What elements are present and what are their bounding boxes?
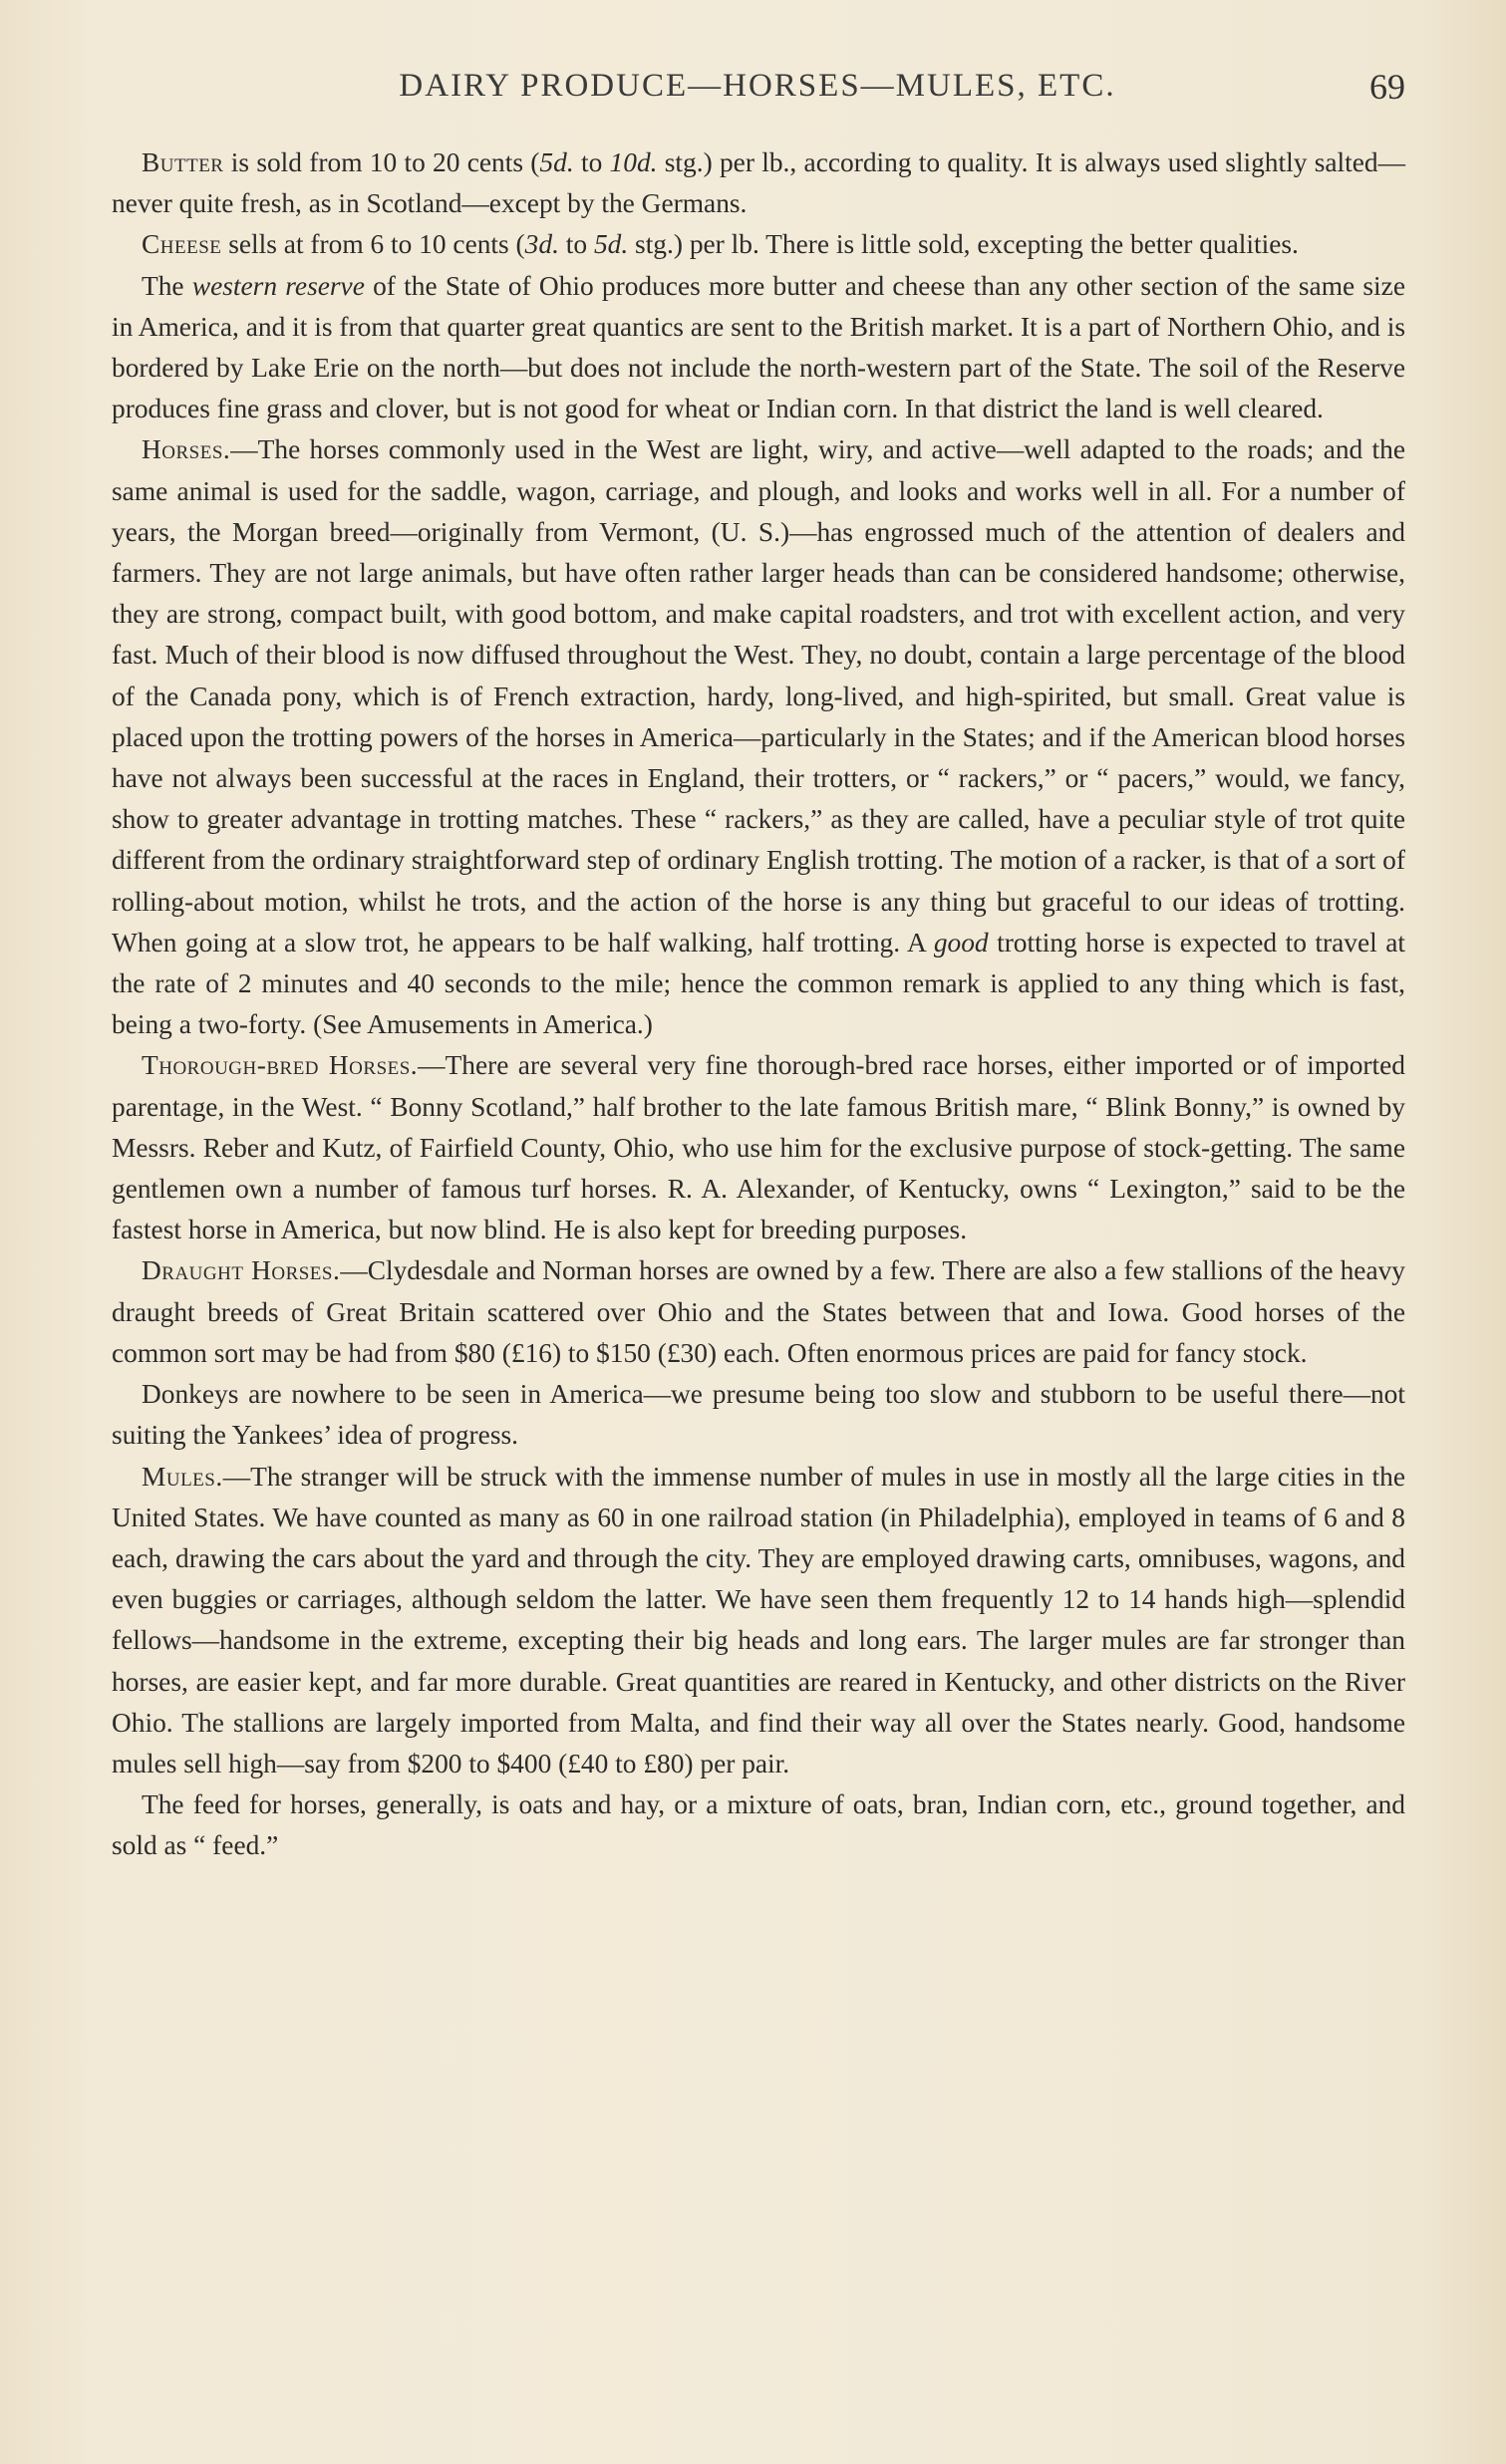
section-heading: Draught Horses. (142, 1255, 341, 1286)
paragraph-western-reserve (112, 266, 1405, 430)
text-run: to (558, 229, 594, 260)
italic-text: good (933, 927, 989, 958)
text-run: stg.) per lb. There is little sold, excepting the better qualities. (628, 229, 1299, 260)
text-run: The feed for horses, generally, is oats and hay, or a mixture of oats, bran, Indian corn, etc., ground together, and sold as “ feed.” (112, 1789, 1405, 1861)
text-run: stg.) per lb., according to quality. It is always used slightly salted—never quite fresh, as in Scotland—except by the Germans. (112, 147, 1405, 219)
paragraph-butter (112, 142, 1405, 224)
text-run: of the State of Ohio produces more butter and cheese than any other section of the same size in America, and it is from that quarter great quantics are sent to the British market. It is a part of Northern Ohio, and is bordered by Lake Erie on the north—but does not include the north-western part of the State. The soil of the Reserve produces fine grass and clover, but is not good for wheat or Indian corn. In that district the land is well cleared. (112, 270, 1405, 424)
text-run: sells at from 6 to 10 cents ( (221, 229, 525, 260)
page-number: 69 (1369, 67, 1405, 107)
italic-text: 10d. (609, 147, 658, 177)
italic-text: 5d. (539, 147, 574, 177)
text-run: is sold from 10 to 20 cents ( (223, 147, 540, 177)
section-heading: Thorough-bred Horses. (142, 1050, 419, 1081)
running-head (110, 62, 1405, 122)
paragraph-donkeys (112, 1374, 1405, 1456)
italic-text: 3d. (524, 229, 559, 260)
text-run: —There are several very fine thorough-bred race horses, either imported or of imported parentage, in the West. “ Bonny Scotland,” half brother to the late famous British mare, “ Blink Bonny,” is owned by Messrs. Reber and Kutz, of Fairfield County, Ohio, who use him for the exclusive purpose of stock-getting. The same gentlemen own a number of famous turf horses. R. A. Alexander, of Kentucky, owns “ Lexington,” said to be the fastest horse in America, but now blind. He is also kept for breeding purposes. (112, 1050, 1406, 1245)
text-run: —Clydesdale and Norman horses are owned by a few. There are also a few stallions of the heavy draught breeds of Great Britain scattered over Ohio and the States between that and Iowa. Good horses of the common sort may be had from $80 (£16) to $150 (£30) each. Often enormous prices are paid for fancy stock. (112, 1255, 1405, 1368)
paragraph-cheese (112, 224, 1405, 265)
text-run: trotting horse is expected to travel at the rate of 2 minutes and 40 seconds to the mile; hence the common remark is applied to any thing which is fast, being a two-forty. (See Amusements in America.) (112, 927, 1405, 1040)
text-run: to (573, 147, 610, 177)
body-text (112, 142, 1405, 1867)
section-heading: Cheese (142, 229, 222, 260)
text-run: —The stranger will be struck with the immense number of mules in use in mostly all the large cities in the United States. We have counted as many as 60 in one railroad station (in Philadelphia), employed in teams of 6 and 8 each, drawing the cars about the yard and through the city. They are employed drawing carts, omnibuses, wagons, and even buggies or carriages, although seldom the latter. We have seen them frequently 12 to 14 hands high—splendid fellows—handsome in the extreme, excepting their big heads and long ears. The larger mules are far stronger than horses, are easier kept, and far more durable. Great quantities are reared in Kentucky, and other districts on the River Ohio. The stallions are largely imported from Malta, and find their way all over the States nearly. Good, handsome mules sell high—say from $200 to $400 (£40 to £80) per pair. (112, 1461, 1405, 1779)
paragraph-draught-horses (112, 1250, 1405, 1374)
section-heading: Mules. (142, 1461, 223, 1492)
italic-text: 5d. (593, 229, 629, 260)
paragraph-thorough-bred-horses (112, 1045, 1405, 1250)
italic-text: western reserve (191, 270, 365, 301)
paragraph-horses (112, 429, 1405, 1045)
paragraph-feed (112, 1784, 1405, 1866)
text-run: Donkeys are nowhere to be seen in America—we presume being too slow and stubborn to be useful there—not suiting the Yankees’ idea of progress. (112, 1379, 1405, 1451)
paragraph-mules (112, 1457, 1405, 1785)
text-run: —The horses commonly used in the West are light, wiry, and active—well adapted to the roads; and the same animal is used for the saddle, wagon, carriage, and plough, and looks and works well in all. For a number of years, the Morgan breed—originally from Vermont, (U. S.)—has engrossed much of the attention of dealers and farmers. They are not large animals, but have often rather larger heads than can be considered handsome; otherwise, they are strong, compact built, with good bottom, and make capital roadsters, and trot with excellent action, and very fast. Much of their blood is now diffused throughout the West. They, no doubt, contain a large percentage of the blood of the Canada pony, which is of French extraction, hardy, long-lived, and high-spirited, but small. Great value is placed upon the trotting powers of the horses in America—particularly in the States; and if the American blood horses have not always been successful at the races in England, their trotters, or “ rackers,” or “ pacers,” would, we fancy, show to greater advantage in trotting matches. These “ rackers,” as they are called, have a peculiar style of trot quite different from the ordinary straightforward step of ordinary English trotting. The motion of a racker, is that of a sort of rolling-about motion, whilst he trots, and the action of the horse is any thing but graceful to our ideas of trotting. When going at a slow trot, he appears to be half walking, half trotting. A (112, 434, 1405, 958)
page-title: DAIRY PRODUCE—HORSES—MULES, ETC. (399, 68, 1116, 104)
section-heading: Butter (142, 147, 224, 177)
section-heading: Horses. (142, 434, 231, 465)
text-run: The (142, 270, 192, 301)
